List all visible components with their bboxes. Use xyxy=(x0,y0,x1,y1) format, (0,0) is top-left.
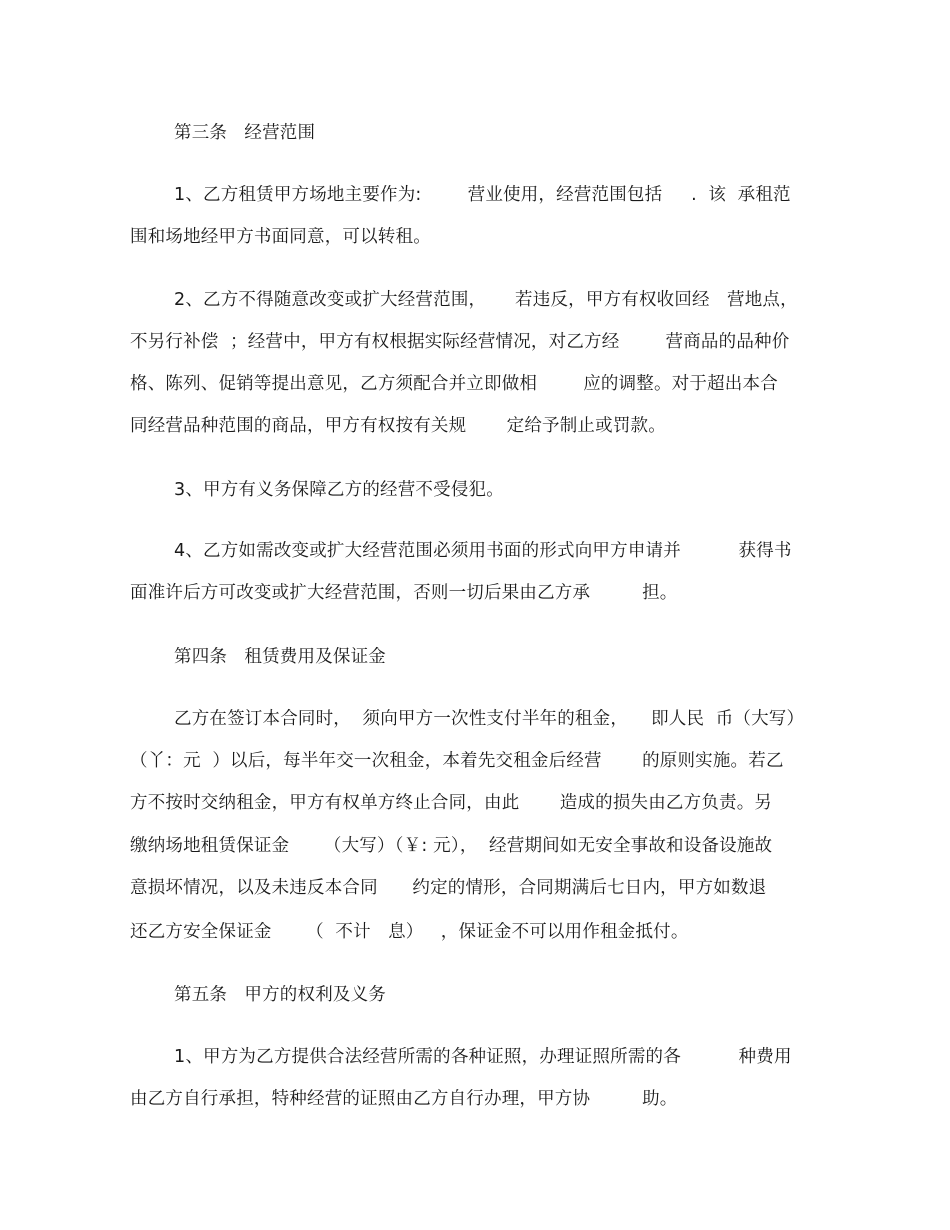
paragraph-line: 缴纳场地租赁保证金 （大写）（￥: 元）， 经营期间如无安全事故和设备设施故 xyxy=(130,836,773,856)
paragraph-line: 1、乙方租赁甲方场地主要作为: 营业使用，经营范围包括 . 该 承租范 xyxy=(174,185,791,205)
paragraph-line: 由乙方自行承担，特种经营的证照由乙方自行办理，甲方协 助。 xyxy=(130,1089,678,1109)
paragraph-line: 乙方在签订本合同时， 须向甲方一次性支付半年的租金， 即人民 币（大写） xyxy=(174,709,805,729)
paragraph-line: 围和场地经甲方书面同意，可以转租。 xyxy=(130,227,431,247)
paragraph-line: 同经营品种范围的商品，甲方有权按有关规 定给予制止或罚款。 xyxy=(130,416,666,436)
paragraph-line: 1、甲方为乙方提供合法经营所需的各种证照，办理证照所需的各 种费用 xyxy=(174,1047,792,1067)
section-heading-5: 第五条 甲方的权利及义务 xyxy=(174,985,386,1005)
paragraph-line: 方不按时交纳租金，甲方有权单方终止合同，由此 造成的损失由乙方负责。另 xyxy=(130,793,773,813)
section-heading-3: 第三条 经营范围 xyxy=(174,123,316,143)
paragraph-line: 不另行补偿 ；经营中，甲方有权根据实际经营情况，对乙方经 营商品的品种价 xyxy=(130,332,790,352)
paragraph-line: 2、乙方不得随意改变或扩大经营范围， 若违反，甲方有权收回经 营地点， xyxy=(174,290,798,310)
paragraph-line: 4、乙方如需改变或扩大经营范围必须用书面的形式向甲方申请并 获得书 xyxy=(174,541,792,561)
paragraph-line: 3、甲方有义务保障乙方的经营不受侵犯。 xyxy=(174,480,504,500)
paragraph-line: 格、陈列、促销等提出意见，乙方须配合并立即做相 应的调整。对于超出本合 xyxy=(130,374,778,394)
paragraph-line: 意损坏情况，以及未违反本合同 约定的情形，合同期满后七日内，甲方如数退 xyxy=(130,878,767,898)
paragraph-line: 还乙方安全保证金 （ 不计 息） ，保证金不可以用作租金抵付。 xyxy=(130,922,689,942)
section-heading-4: 第四条 租赁费用及保证金 xyxy=(174,647,386,667)
paragraph-line: 面准许后方可改变或扩大经营范围，否则一切后果由乙方承 担。 xyxy=(130,583,678,603)
paragraph-line: （丫：元 ）以后，每半年交一次租金，本着先交租金后经营 的原则实施。若乙 xyxy=(130,751,784,771)
